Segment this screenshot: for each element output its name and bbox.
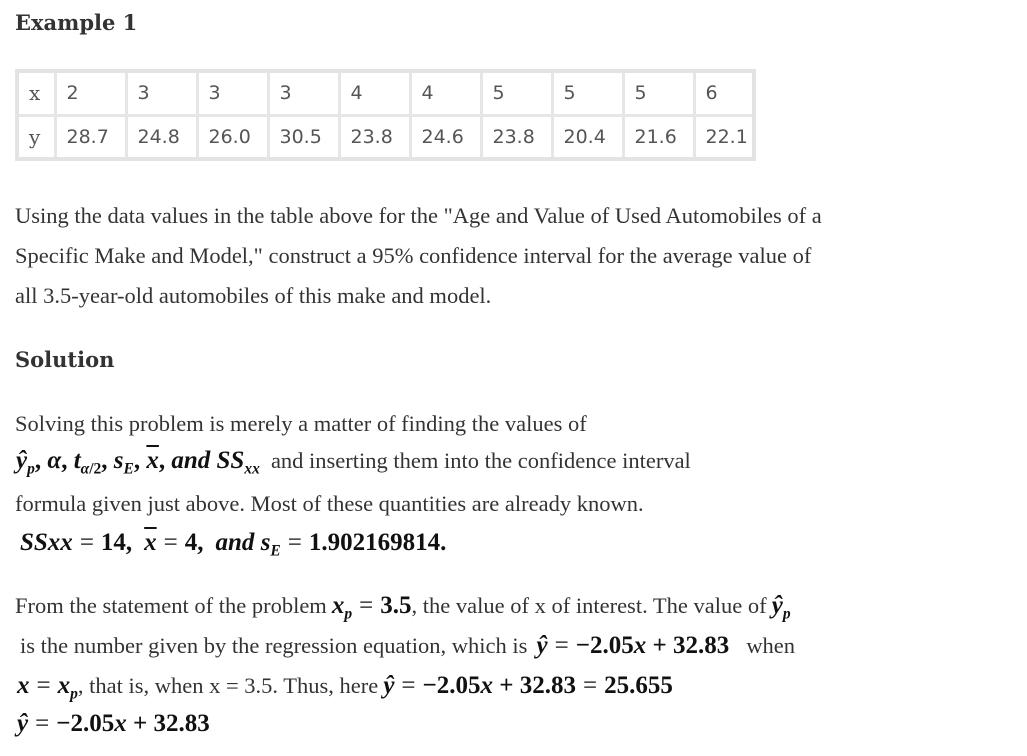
yhat-p-symbol: $ŷ_p$ <box>771 592 791 623</box>
known-values-formula: SSxx = 14, $\overline{x} = 4$, and $s_E = 1.902169814$. <box>20 529 447 560</box>
table-cell: 28.7 <box>55 115 126 159</box>
table-row-y <box>17 115 754 159</box>
final-regression-equation: ŷ = −2.05x + 32.83 <box>17 710 210 737</box>
yhat-result-formula: ŷ = −2.05x + 32.83 = 25.655 <box>383 672 673 699</box>
ssxx-value: 14 <box>100 529 126 556</box>
table-cell: 5 <box>552 71 623 115</box>
table-cell: 2 <box>55 71 126 115</box>
table-cell: 24.8 <box>126 115 197 159</box>
para2-text-c: is the number given by the regression equation, which is <box>20 633 528 658</box>
row-label-y: y <box>17 115 55 159</box>
xp-formula: $x_p = 3.5$ <box>331 592 412 623</box>
table-cell: 23.8 <box>481 115 552 159</box>
table-cell: 3 <box>197 71 268 115</box>
problem-line-1: Using the data values in the table above for the "Age and Value of Used Automobiles of a <box>15 203 822 228</box>
table-cell: 22.1 <box>694 115 754 159</box>
problem-line-3: all 3.5-year-old automobiles of this make and model. <box>15 283 492 308</box>
table-cell: 5 <box>481 71 552 115</box>
table-cell: 20.4 <box>552 115 623 159</box>
para2-line-1 <box>15 592 791 623</box>
table-cell: 24.6 <box>410 115 481 159</box>
para2-text-b: , the value of x of interest. The value of <box>411 593 767 618</box>
row-label-x: x <box>17 71 55 115</box>
table-cell: 23.8 <box>339 115 410 159</box>
example-heading: Example 1 <box>15 10 138 35</box>
table-cell: 21.6 <box>623 115 694 159</box>
table-cell: 4 <box>339 71 410 115</box>
solution-line-2-text: and inserting them into the confidence interval <box>270 448 691 473</box>
solution-line-2 <box>16 447 691 478</box>
para2-text-d: , that is, when x = 3.5. Thus, here <box>77 673 379 698</box>
solution-line-1: Solving this problem is merely a matter of finding the values of <box>15 411 587 436</box>
para2-line-2 <box>20 632 795 660</box>
yhat-result-value: 25.655 <box>604 672 673 699</box>
table-cell: 4 <box>410 71 481 115</box>
table-cell: 3 <box>126 71 197 115</box>
problem-line-2: Specific Make and Model," construct a 95% confidence interval for the average value of <box>15 243 812 268</box>
table-cell: 26.0 <box>197 115 268 159</box>
table-cell: 3 <box>268 71 339 115</box>
para2-line-3 <box>17 672 673 703</box>
slope-value: 2.05 <box>589 632 634 659</box>
x-equals-xp: $x = x_p$ <box>17 672 78 703</box>
solution-heading: Solution <box>15 347 115 372</box>
intercept-value: 32.83 <box>153 710 210 737</box>
table-cell: 5 <box>623 71 694 115</box>
table-cell: 30.5 <box>268 115 339 159</box>
para2-text-a: From the statement of the problem <box>15 593 327 618</box>
regression-equation: ŷ = −2.05x + 32.83 <box>536 632 730 659</box>
data-table <box>15 69 756 161</box>
solution-line-3: formula given just above. Most of these quantities are already known. <box>15 491 644 516</box>
table-cell: 6 <box>694 71 754 115</box>
slope-value: 2.05 <box>436 672 481 699</box>
para2-when: when <box>746 633 796 658</box>
xbar-value: 4 <box>184 529 198 556</box>
slope-value: 2.05 <box>70 710 115 737</box>
se-value: 1.902169814. <box>308 529 447 556</box>
quantities-formula: $ŷ_p$, α, $t_{\alpha/2}$, $s_E$, $\overline{x}$, and $SS_{xx}$ <box>16 447 260 478</box>
and-word: and <box>215 529 255 556</box>
xp-value: 3.5 <box>380 592 412 619</box>
table-row-x <box>17 71 754 115</box>
intercept-value: 32.83 <box>519 672 577 699</box>
intercept-value: 32.83 <box>672 632 730 659</box>
